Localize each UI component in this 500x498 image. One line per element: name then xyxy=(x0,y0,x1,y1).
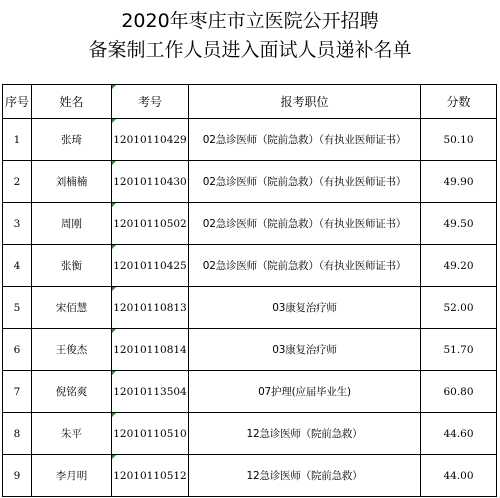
cell-id: 12010110502 xyxy=(112,203,189,245)
cell-score: 50.10 xyxy=(421,119,497,161)
cell-score: 52.00 xyxy=(421,287,497,329)
document-title-line-2: 备案制工作人员进入面试人员递补名单 xyxy=(88,39,412,61)
table-row xyxy=(3,455,497,497)
cell-position: 03康复治疗师 xyxy=(189,329,421,371)
column-header-name: 姓名 xyxy=(32,85,112,119)
table-row xyxy=(3,287,497,329)
cell-name: 周刚 xyxy=(32,203,112,245)
table-header-row xyxy=(3,85,497,119)
cell-seq: 4 xyxy=(3,245,32,287)
cell-position: 07护理(应届毕业生) xyxy=(189,371,421,413)
cell-position: 02急诊医师（院前急救）（有执业医师证书） xyxy=(189,203,421,245)
cell-seq: 2 xyxy=(3,161,32,203)
table-row xyxy=(3,245,497,287)
cell-seq: 7 xyxy=(3,371,32,413)
table-row xyxy=(3,413,497,455)
cell-position: 02急诊医师（院前急救）（有执业医师证书） xyxy=(189,119,421,161)
cell-score: 51.70 xyxy=(421,329,497,371)
cell-seq: 3 xyxy=(3,203,32,245)
cell-id: 12010110510 xyxy=(112,413,189,455)
cell-name: 王俊杰 xyxy=(32,329,112,371)
cell-id: 12010110813 xyxy=(112,287,189,329)
cell-name: 李月明 xyxy=(32,455,112,497)
cell-id: 12010110425 xyxy=(112,245,189,287)
cell-name: 朱平 xyxy=(32,413,112,455)
column-header-position: 报考职位 xyxy=(189,85,421,119)
cell-score: 44.60 xyxy=(421,413,497,455)
table-row xyxy=(3,329,497,371)
cell-seq: 9 xyxy=(3,455,32,497)
column-header-id: 考号 xyxy=(112,85,189,119)
cell-id: 12010110429 xyxy=(112,119,189,161)
cell-id: 12010110814 xyxy=(112,329,189,371)
cell-name: 刘楠楠 xyxy=(32,161,112,203)
cell-id: 12010113504 xyxy=(112,371,189,413)
table-row xyxy=(3,161,497,203)
cell-name: 宋佰慧 xyxy=(32,287,112,329)
table-row xyxy=(3,371,497,413)
cell-score: 49.90 xyxy=(421,161,497,203)
document-title-line-1: 2020年枣庄市立医院公开招聘 xyxy=(121,10,379,32)
cell-name: 张衡 xyxy=(32,245,112,287)
cell-id: 12010110430 xyxy=(112,161,189,203)
cell-score: 49.20 xyxy=(421,245,497,287)
cell-position: 12急诊医师（院前急救） xyxy=(189,413,421,455)
cell-seq: 1 xyxy=(3,119,32,161)
cell-position: 03康复治疗师 xyxy=(189,287,421,329)
cell-seq: 8 xyxy=(3,413,32,455)
column-header-score: 分数 xyxy=(421,85,497,119)
column-header-seq: 序号 xyxy=(3,85,32,119)
cell-position: 02急诊医师（院前急救）（有执业医师证书） xyxy=(189,161,421,203)
table-row xyxy=(3,203,497,245)
cell-seq: 5 xyxy=(3,287,32,329)
cell-score: 49.50 xyxy=(421,203,497,245)
cell-position: 02急诊医师（院前急救）（有执业医师证书） xyxy=(189,245,421,287)
cell-position: 12急诊医师（院前急救） xyxy=(189,455,421,497)
cell-seq: 6 xyxy=(3,329,32,371)
cell-id: 12010110512 xyxy=(112,455,189,497)
cell-name: 张琦 xyxy=(32,119,112,161)
cell-score: 44.00 xyxy=(421,455,497,497)
cell-score: 60.80 xyxy=(421,371,497,413)
table-row xyxy=(3,119,497,161)
cell-name: 倪铭爽 xyxy=(32,371,112,413)
candidate-table xyxy=(2,84,497,497)
